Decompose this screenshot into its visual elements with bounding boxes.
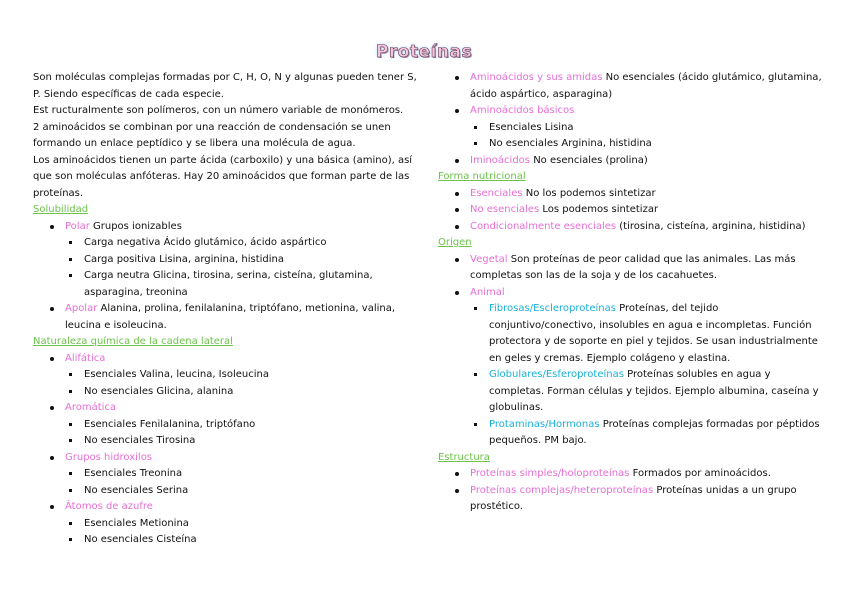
list-item xyxy=(471,417,826,450)
apolar-label: Apolar xyxy=(65,303,98,314)
globulares-label: Globulares/Esferoproteínas xyxy=(489,369,624,380)
list-item xyxy=(438,466,826,483)
no-esenciales-text: Los podemos sintetizar xyxy=(539,204,659,215)
list-item xyxy=(438,219,826,236)
solubilidad-heading: Solubilidad xyxy=(33,204,89,215)
alifatica-sublist xyxy=(66,367,418,400)
list-item xyxy=(33,301,418,334)
condicionalmente-label: Condicionalmente esenciales xyxy=(470,220,617,232)
basicos-sublist xyxy=(471,120,826,153)
globulares-text: Proteínas solubles en agua y completas. Forman células y tejidos. Ejemplo albumina, caseína y globulinas. xyxy=(489,369,819,413)
list-item: No esenciales Serina xyxy=(66,483,418,500)
list-item xyxy=(438,252,826,285)
list-item: Esenciales Valina, leucina, Isoleucina xyxy=(66,367,418,384)
naturaleza-heading: Naturaleza química de la cadena lateral xyxy=(33,336,233,347)
list-item: Esenciales Fenilalanina, triptófano xyxy=(66,417,418,434)
intro-paragraph-4: Los aminoácidos tienen un parte ácida (carboxilo) y una básica (amino), así que son moléculas anfóteras. Hay 20 aminoácidos que forman parte de las proteínas. xyxy=(33,154,413,199)
protaminas-text: Proteínas complejas formadas por péptidos pequeños. PM bajo. xyxy=(489,418,820,446)
basicos-label: Aminoácidos básicos xyxy=(470,105,575,116)
no-esenciales-label: No esenciales xyxy=(470,204,540,215)
fibrosas-text: Proteínas, del tejido conjuntivo/conectivo, insolubles en agua e incompletas. Función protectora y de soporte en piel y tejidos. Se usan industrialmente en geles y cremas. Ejemplo colágeno y elastina. xyxy=(489,303,818,364)
polar-label: Polar xyxy=(65,220,90,232)
vegetal-label: Vegetal xyxy=(470,253,508,265)
animal-label: Animal xyxy=(470,286,505,298)
esenciales-text: No los podemos sintetizar xyxy=(522,187,656,199)
imino-text: No esenciales (prolina) xyxy=(530,154,648,166)
left-column xyxy=(33,70,418,549)
estructura-heading: Estructura xyxy=(438,451,490,463)
fibrosas-label: Fibrosas/Escleroproteínas xyxy=(489,303,616,314)
list-item: Carga positiva Lisina, arginina, histidina xyxy=(66,252,418,269)
origen-list xyxy=(438,252,826,450)
complejas-label: Proteínas complejas/heteroproteínas xyxy=(470,484,654,496)
simples-text: Formados por aminoácidos. xyxy=(629,468,771,479)
list-item xyxy=(33,499,418,549)
simples-label: Proteínas simples/holoproteínas xyxy=(470,468,630,479)
hidroxilos-label: Grupos hidroxilos xyxy=(65,451,153,463)
aminoacidos-list xyxy=(438,70,826,169)
azufre-sublist xyxy=(66,516,418,549)
list-item xyxy=(471,301,826,367)
condicionalmente-text: (tirosina, cisteína, arginina, histidina) xyxy=(616,220,806,232)
imino-label: Iminoácidos xyxy=(470,154,531,166)
list-item: No esenciales Cisteína xyxy=(66,532,418,549)
apolar-text: Alanina, prolina, fenilalanina, triptófano, metionina, valina, leucina e isoleucina. xyxy=(65,303,396,331)
list-item xyxy=(438,285,826,450)
list-item xyxy=(33,400,418,450)
animal-sublist xyxy=(471,301,826,450)
vegetal-text: Son proteínas de peor calidad que las animales. Las más completas son las de la soja y de los cacahuetes. xyxy=(470,253,796,281)
list-item xyxy=(438,70,826,103)
protaminas-label: Protaminas/Hormonas xyxy=(489,418,600,430)
amidas-label: Aminoácidos y sus amidas xyxy=(470,72,603,83)
list-item xyxy=(471,367,826,417)
list-item xyxy=(33,450,418,500)
hidroxilos-sublist xyxy=(66,466,418,499)
estructura-list xyxy=(438,466,826,516)
alifatica-label: Alifática xyxy=(65,352,106,364)
amidas-text: No esenciales (ácido glutámico, glutamina, ácido aspártico, asparagina) xyxy=(470,72,822,100)
list-item: No esenciales Arginina, histidina xyxy=(471,136,826,153)
azufre-label: Átomos de azufre xyxy=(65,501,153,512)
forma-heading: Forma nutricional xyxy=(438,171,526,182)
aromatica-sublist xyxy=(66,417,418,450)
list-item xyxy=(438,186,826,203)
intro-paragraph-2: Est ructuralmente son polímeros, con un número variable de monómeros. xyxy=(33,105,404,116)
list-item xyxy=(33,219,418,302)
list-item: No esenciales Tirosina xyxy=(66,433,418,450)
list-item xyxy=(438,103,826,153)
list-item xyxy=(33,351,418,401)
polar-text: Grupos ionizables xyxy=(89,220,182,232)
aromatica-label: Aromática xyxy=(65,402,117,413)
list-item xyxy=(438,483,826,516)
naturaleza-list xyxy=(33,351,418,549)
intro-paragraph-3: 2 aminoácidos se combinan por una reacción de condensación se unen formando un enlace peptídico y se libera una molécula de agua. xyxy=(33,121,391,149)
forma-list xyxy=(438,186,826,236)
list-item: Esenciales Lisina xyxy=(471,120,826,137)
list-item xyxy=(438,153,826,170)
cargas-list xyxy=(66,235,418,301)
list-item: Esenciales Metionina xyxy=(66,516,418,533)
list-item xyxy=(438,202,826,219)
solubilidad-list xyxy=(33,219,418,335)
right-column xyxy=(438,70,826,516)
list-item: Esenciales Treonina xyxy=(66,466,418,483)
intro-paragraph-1: Son moléculas complejas formadas por C, H, O, N y algunas pueden tener S, P. Siendo específicas de cada especie. xyxy=(33,72,417,100)
page-title: Proteínas xyxy=(375,42,473,62)
esenciales-label: Esenciales xyxy=(470,187,523,199)
list-item: No esenciales Glicina, alanina xyxy=(66,384,418,401)
complejas-text: Proteínas unidas a un grupo prostético. xyxy=(470,484,797,512)
list-item: Carga neutra Glicina, tirosina, serina, cisteína, glutamina, asparagina, treonina xyxy=(66,268,418,301)
origen-heading: Origen xyxy=(438,237,472,248)
list-item: Carga negativa Ácido glutámico, ácido aspártico xyxy=(66,235,418,252)
